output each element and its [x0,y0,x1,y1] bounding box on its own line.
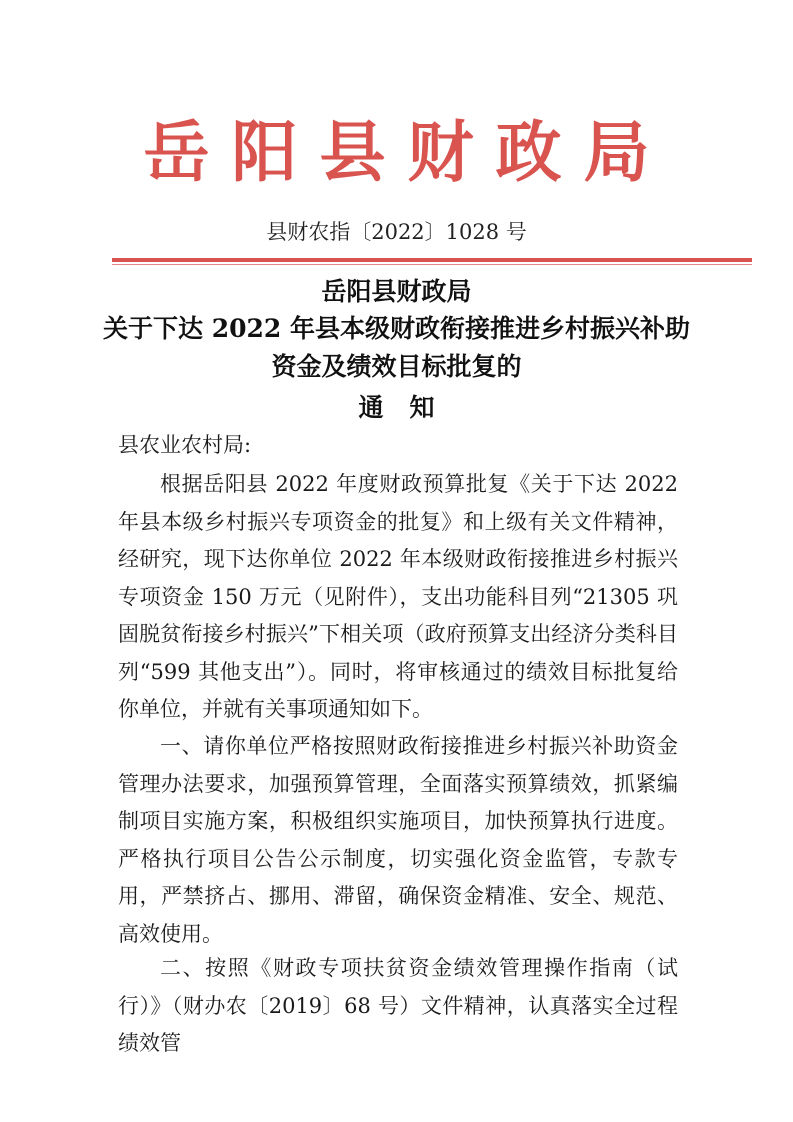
title-line-2: 关于下达 2022 年县本级财政衔接推进乡村振兴补助 [103,314,690,343]
title-line-4: 通知 [358,393,461,422]
title-line-1: 岳阳县财政局 [321,277,472,306]
title-line-3: 资金及绩效目标批复的 [271,352,522,381]
addressee: 县农业农村局: [118,433,252,457]
body-paragraph-1: 根据岳阳县 2022 年度财政预算批复《关于下达 2022 年县本级乡村振兴专项资金的批复》和上级有关文件精神，经研究，现下达你单位 2022 年本级财政衔接推进乡村振兴专项资金 150 万元（见附件），支出功能科目列“21305 巩固脱贫衔接乡村振兴”下相关项（政府预算支出经济分类科目列“599 其他支出”）。同时，将审核通过的绩效目标批复给你单位，并就有关事项通知如下。 [118,472,678,721]
document-number: 县财农指〔2022〕1028 号 [266,220,527,244]
body-paragraph-2: 一、请你单位严格按照财政衔接推进乡村振兴补助资金管理办法要求，加强预算管理，全面落实预算绩效，抓紧编制项目实施方案，积极组织实施项目，加快预算执行进度。严格执行项目公告公示制度，切实强化资金监管，专款专用，严禁挤占、挪用、滞留，确保资金精准、安全、规范、高效使用。 [118,734,678,946]
agency-letterhead: 岳阳县财政局 [143,113,672,191]
body-paragraph-3: 二、按照《财政专项扶贫资金绩效管理操作指南（试行）》（财办农〔2019〕68 号）文件精神，认真落实全过程绩效管 [118,956,678,1055]
red-divider-line [112,258,752,262]
